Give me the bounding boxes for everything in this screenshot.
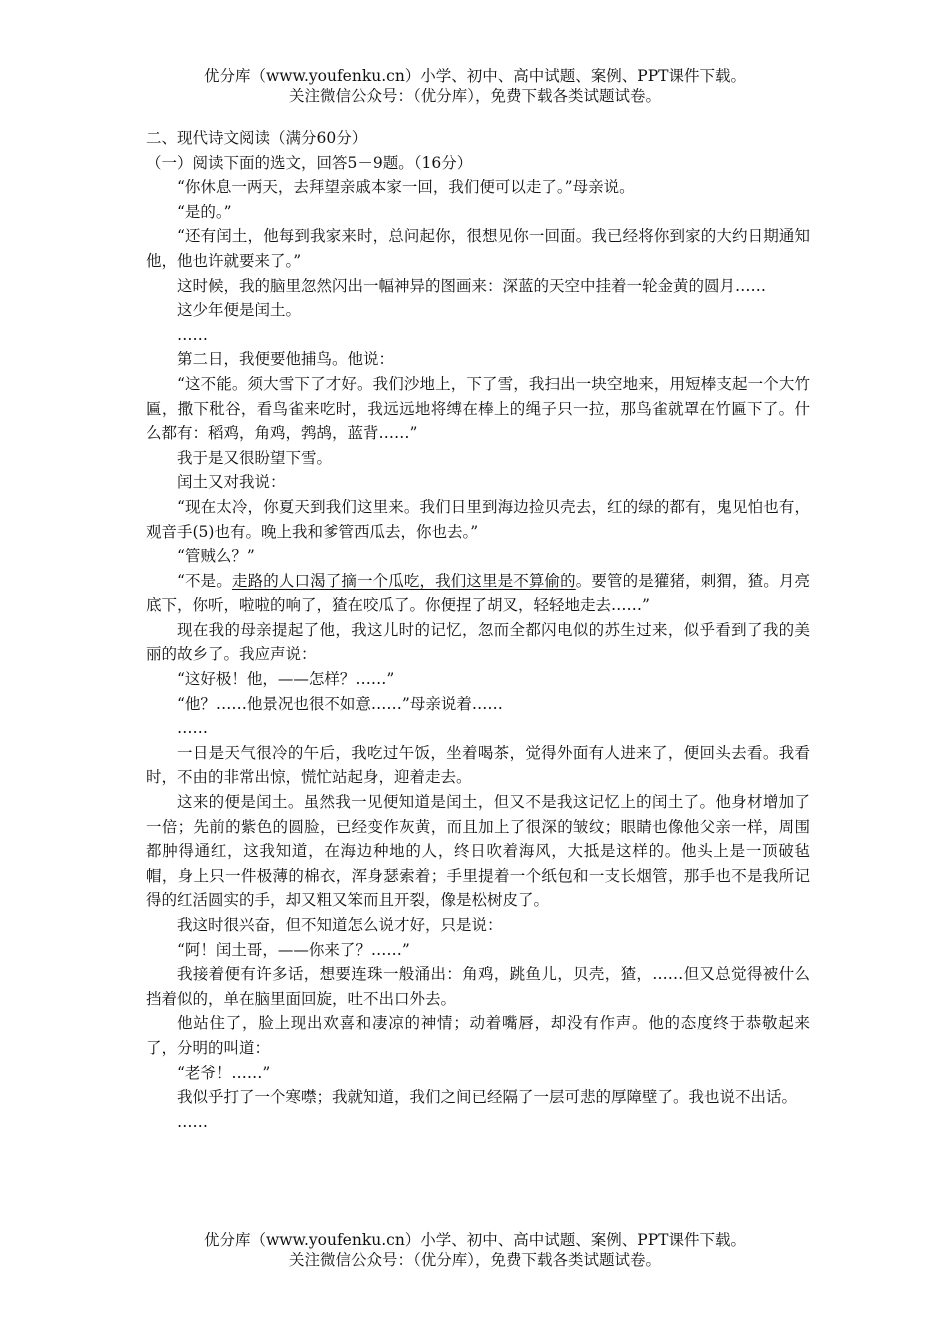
paragraph-1: “你休息一两天，去拜望亲戚本家一回，我们便可以走了。”母亲说。 [177, 178, 635, 197]
paragraph-20: 我这时很兴奋，但不知道怎么说才好，只是说： [177, 916, 503, 934]
paragraph-10: 闰土又对我说： [177, 473, 286, 492]
paragraph-13-start: “不是。 [177, 571, 232, 590]
question-subtitle: （一）阅读下面的选文，回答5－9题。（16分） [146, 153, 473, 172]
underlined-sentence: 走路的人口渴了摘一个瓜吃，我们这里是不算偷的 [231, 571, 576, 590]
paragraph-13-end: 。要管的是獾猪，刺猬，猹。月亮底下，你听，啦啦的响了，猹在咬瓜了。你便捏了胡叉，轻轻地走去……” [146, 571, 810, 615]
ellipsis-3: …… [177, 1112, 208, 1131]
paragraph-22: 我接着便有许多话，想要连珠一般涌出：角鸡，跳鱼儿，贝壳，猹，……但又总觉得被什么挡着似的，单在脑里面回旋，吐不出口外去。 [146, 965, 810, 1008]
paragraph-9: 我于是又很盼望下雪。 [177, 448, 333, 467]
paragraph-16: “他？……他景况也很不如意……”母亲说着…… [177, 694, 503, 713]
paragraph-14: 现在我的母亲提起了他，我这儿时的记忆，忽而全都闪电似的苏生过来，似乎看到了我的美丽的故乡了。我应声说： [146, 620, 810, 664]
paragraph-15: “这好极！他，——怎样？……” [177, 670, 395, 689]
footer-line-1: 优分库（www.youfenku.cn）小学、初中、高中试题、案例、PPT课件下载。 [203, 1231, 747, 1249]
paragraph-7: 第二日，我便要他捕鸟。他说： [177, 350, 395, 369]
paragraph-24: “老爷！……” [177, 1063, 271, 1082]
paragraph-11: “现在太冷，你夏天到我们这里来。我们日里到海边捡贝壳去，红的绿的都有，鬼见怕也有，观音手(5)也有。晚上我和爹管西瓜去，你也去。” [146, 497, 810, 541]
paragraph-13 [146, 569, 810, 618]
section-title: 二、现代诗文阅读（满分60分） [146, 129, 368, 147]
ellipsis-2: …… [177, 719, 208, 738]
paragraph-23: 他站住了，脸上现出欢喜和凄凉的神情；动着嘴唇，却没有作声。他的态度终于恭敬起来了，分明的叫道： [146, 1014, 810, 1057]
ellipsis-1: …… [177, 325, 208, 344]
paragraph-5: 这少年便是闰土。 [177, 301, 302, 320]
paragraph-12: “管贼么？” [177, 547, 255, 566]
page-footer [0, 1230, 950, 1270]
header-line-2: 关注微信公众号：（优分库），免费下载各类试题试卷。 [288, 87, 661, 105]
paragraph-21: “阿！闰土哥，——你来了？……” [177, 940, 410, 959]
paragraph-25: 我似乎打了一个寒噤；我就知道，我们之间已经隔了一层可悲的厚障壁了。我也说不出话。 [177, 1088, 798, 1107]
paragraph-3: “还有闰土，他每到我家来时，总问起你，很想见你一回面。我已经将你到家的大约日期通知他，他也许就要来了。” [146, 227, 810, 270]
page-header [0, 66, 950, 106]
document-body [146, 126, 810, 1134]
footer-line-2: 关注微信公众号：（优分库），免费下载各类试题试卷。 [288, 1251, 661, 1269]
paragraph-4: 这时候，我的脑里忽然闪出一幅神异的图画来：深蓝的天空中挂着一轮金黄的圆月…… [177, 276, 767, 295]
paragraph-18: 一日是天气很冷的午后，我吃过午饭，坐着喝茶，觉得外面有人进来了，便回头去看。我看时，不由的非常出惊，慌忙站起身，迎着走去。 [146, 743, 810, 787]
paragraph-8: “这不能。须大雪下了才好。我们沙地上，下了雪，我扫出一块空地来，用短棒支起一个大竹匾，撒下秕谷，看鸟雀来吃时，我远远地将缚在棒上的绳子只一拉，那鸟雀就罩在竹匾下了。什么都有：稻鸡，角鸡，鹁鸪，蓝背……” [146, 374, 810, 443]
paragraph-19: 这来的便是闰土。虽然我一见便知道是闰土，但又不是我这记忆上的闰土了。他身材增加了一倍；先前的紫色的圆脸，已经变作灰黄，而且加上了很深的皱纹；眼睛也像他父亲一样，周围都肿得通红，这我知道，在海边种地的人，终日吹着海风，大抵是这样的。他头上是一顶破毡帽，身上只一件极薄的棉衣，浑身瑟索着；手里提着一个纸包和一支长烟管，那手也不是我所记得的红活圆实的手，却又粗又笨而且开裂，像是松树皮了。 [146, 793, 810, 910]
paragraph-2: “是的。” [177, 202, 232, 221]
header-line-1: 优分库（www.youfenku.cn）小学、初中、高中试题、案例、PPT课件下载。 [203, 67, 747, 85]
